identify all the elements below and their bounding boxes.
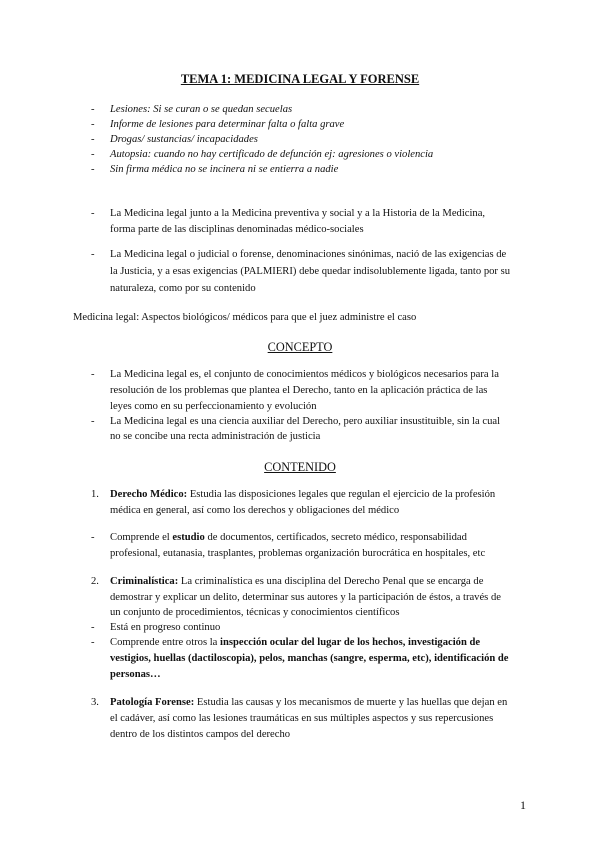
dash: - [91,208,95,219]
paragraph-line: demostrar y explicar un delito, determinar sus autores y la participación de éstos, a través de [110,592,501,603]
dash: - [91,164,95,175]
section-text: Estudia las disposiciones legales que regulan el ejercicio de la profesión [189,489,496,500]
bold-text: estudio [172,532,205,543]
section-text: Estudia las causas y los mecanismos de muerte y las huellas que dejan en [196,697,508,708]
paragraph-line: La Medicina legal es una ciencia auxiliar del Derecho, pero auxiliar insustituible, sin la cual [110,416,501,427]
dash: - [91,622,95,633]
section-heading-contenido: CONTENIDO [264,460,336,474]
list-item: Lesiones: Si se curan o se quedan secuelas [110,104,293,115]
paragraph-line: La Medicina legal junto a la Medicina preventiva y social y a la Historia de la Medicina, [110,208,486,219]
bold-text: personas… [110,669,161,680]
dash: - [91,416,95,427]
paragraph-line: La Medicina legal es, el conjunto de conocimientos médicos y biológicos necesarios para la [110,369,499,380]
dash: - [91,532,95,543]
paragraph-line: resolución de los problemas que plantea el Derecho, tanto en la aplicación práctica de las [110,385,488,396]
paragraph-line: dentro de los distintos campos del derecho [110,729,291,740]
paragraph-line [110,637,480,648]
dash: - [91,249,95,260]
list-item: Autopsia: cuando no hay certificado de defunción ej: agresiones o violencia [110,149,434,160]
list-item: Informe de lesiones para determinar falta o falta grave [110,119,345,130]
section-text: La criminalística es una disciplina del Derecho Penal que se encarga de [180,576,484,587]
paragraph-line [110,532,467,543]
dash: - [91,134,95,145]
dash: - [91,149,95,160]
paragraph-line: forma parte de las disciplinas denominadas médico-sociales [110,224,364,235]
paragraph-line: un conjunto de procedimientos, técnicas y conocimientos científicos [110,607,400,618]
dash: - [91,637,95,648]
list-number: 3. [91,697,99,708]
text: Comprende el [110,532,170,543]
paragraph-line: Está en progreso continuo [110,622,221,633]
section-term: Criminalística: [110,576,179,587]
dash: - [91,104,95,115]
paragraph-line [110,489,495,500]
section-heading-concepto: CONCEPTO [267,340,333,354]
section-term: Derecho Médico: [110,489,188,500]
paragraph-line: La Medicina legal o judicial o forense, denominaciones sinónimas, nació de las exigencias de [110,249,507,260]
bold-text: inspección ocular del lugar de los hechos, investigación de [220,637,481,648]
list-item: Sin firma médica no se incinera ni se entierra a nadie [110,164,339,175]
paragraph-line: médica en general, así como los derechos y obligaciones del médico [110,505,400,516]
page-title: TEMA 1: MEDICINA LEGAL Y FORENSE [180,72,420,86]
list-item: Drogas/ sustancias/ incapacidades [110,134,258,145]
paragraph-line: naturaleza, como por su contenido [110,283,256,294]
list-number: 1. [91,489,99,500]
dash: - [91,369,95,380]
paragraph-line [110,576,483,587]
bold-text: vestigios, huellas (dactiloscopia), pelos, manchas (sangre, esperma, etc), identificación de [110,653,509,664]
paragraph-line: no se concibe una recta administración de justicia [110,431,321,442]
section-term: Patología Forense: [110,697,195,708]
paragraph-line: el cadáver, así como las lesiones traumáticas en sus múltiples aspectos y sus repercusiones [110,713,494,724]
page-number: 1 [520,798,526,812]
dash: - [91,119,95,130]
text: Comprende entre otros la [110,637,218,648]
list-number: 2. [91,576,99,587]
paragraph-line [110,697,507,708]
text: de documentos, certificados, secreto médico, responsabilidad [207,532,467,543]
paragraph-line: profesional, eutanasia, trasplantes, problemas organización burocrática en hospitales, etc [110,548,486,559]
definition: Medicina legal: Aspectos biológicos/ médicos para que el juez administre el caso [73,312,417,323]
paragraph-line: la Justicia, y a esas exigencias (PALMIERI) debe quedar indisolublemente ligada, tanto por su [110,266,511,277]
paragraph-line: leyes como en su perfeccionamiento y evolución [110,401,317,412]
